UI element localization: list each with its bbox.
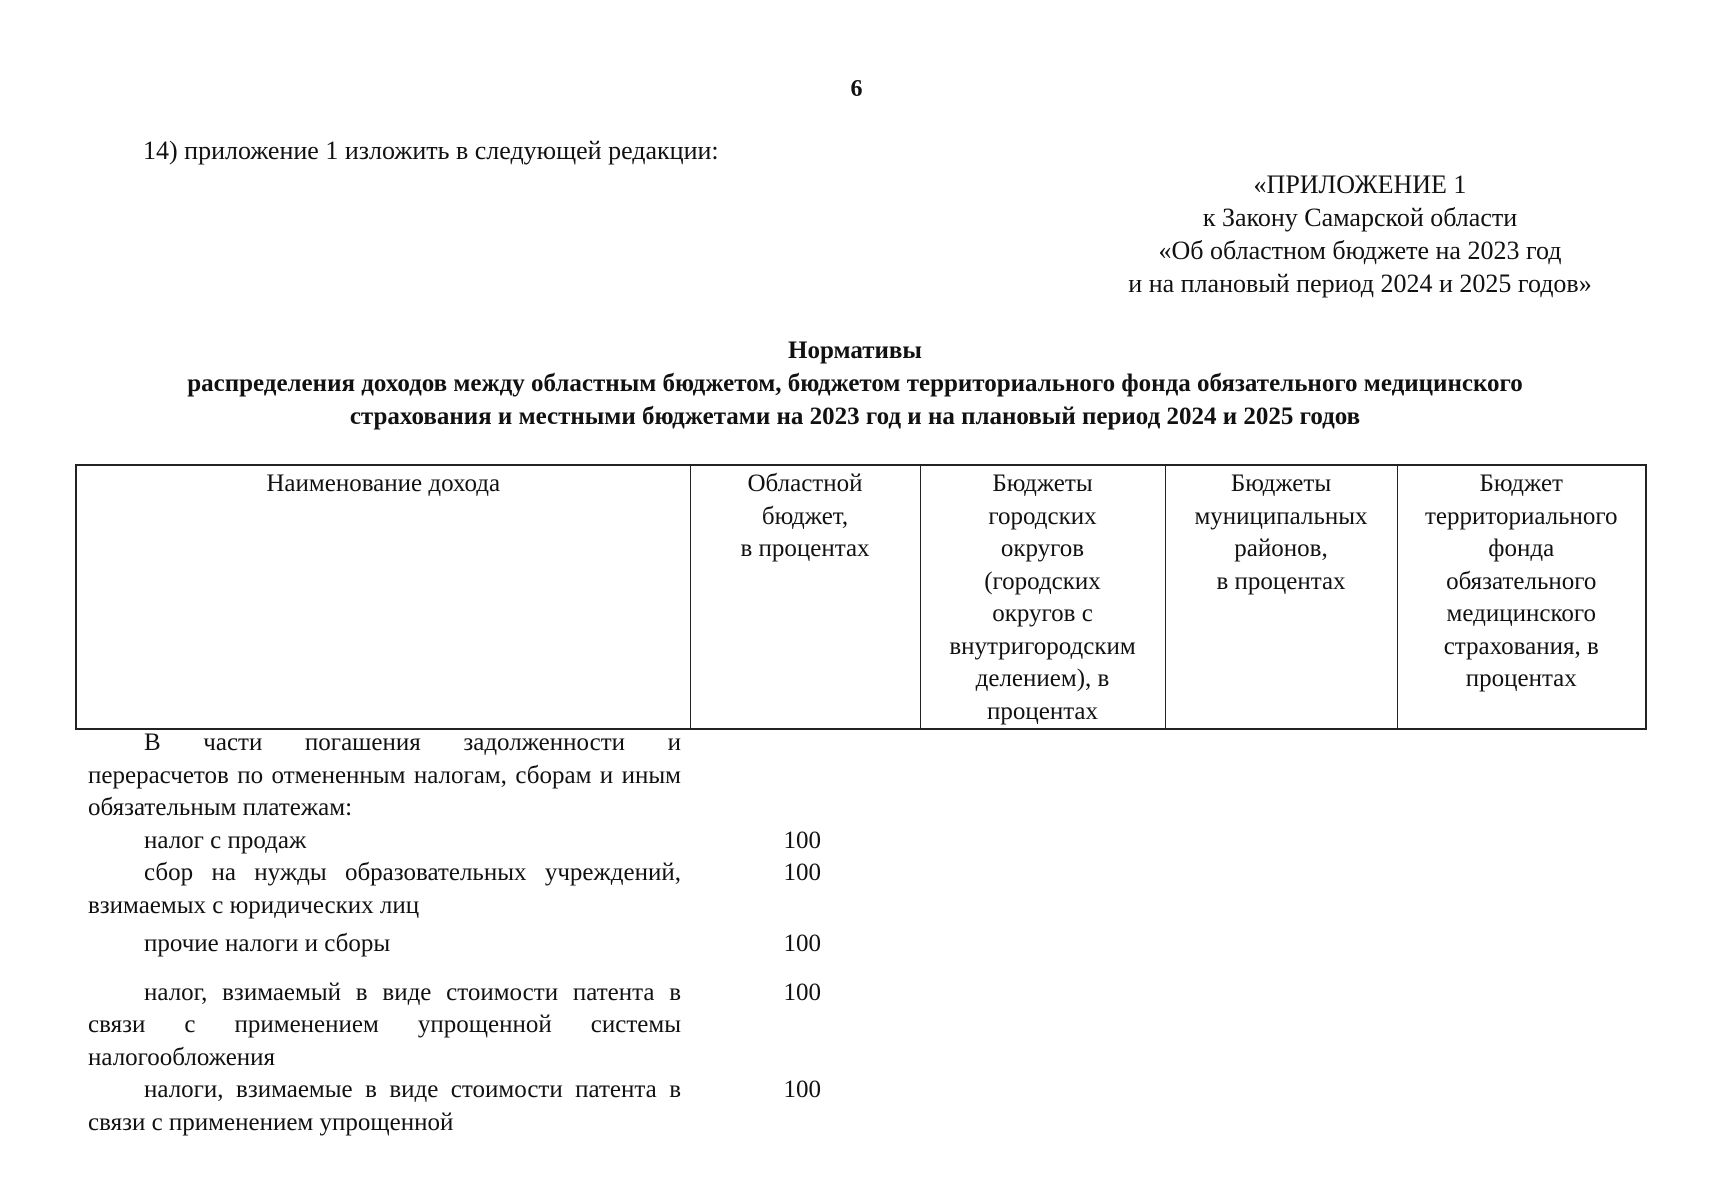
column-header-regional-budget: Областной бюджет, в процентах [690, 465, 920, 729]
row-income-name: В части погашения задолженности и перерасчетов по отмененным налогам, сборам и иным обязательным платежам: [88, 729, 681, 821]
appendix-law-name-line: «Об областном бюджете на 2023 год [1158, 236, 1562, 265]
row-income-name: налог с продаж [144, 826, 307, 854]
heading-subtitle-line1: распределения доходов между областным бюджетом, бюджетом территориального фонда обязательного медицинского [187, 370, 1523, 397]
row-regional-value: 100 [783, 1076, 821, 1103]
appendix-reference [1080, 168, 1640, 300]
appendix-period-line: и на плановый период 2024 и 2025 годов» [1128, 269, 1592, 298]
document-heading [70, 334, 1640, 433]
column-header-health-insurance-fund: Бюджет территориального фонда обязательного медицинского страхования, в процентах [1397, 465, 1646, 729]
heading-title: Нормативы [788, 337, 922, 364]
column-header-municipal-districts: Бюджеты муниципальных районов, в процентах [1165, 465, 1397, 729]
page-number: 6 [850, 76, 863, 102]
row-regional-value: 100 [783, 859, 821, 886]
row-regional-value: 100 [783, 978, 821, 1006]
table-body [88, 727, 848, 1139]
appendix-law-line: к Закону Самарской области [1202, 203, 1518, 232]
table-row [88, 928, 848, 961]
row-income-name: прочие налоги и сборы [144, 930, 391, 957]
row-regional-value: 100 [783, 826, 821, 854]
table-row [88, 825, 848, 858]
column-header-city-districts: Бюджеты городских округов (городских округов с внутригородским делением), в процентах [920, 465, 1165, 729]
row-income-name: сбор на нужды образовательных учреждений, взимаемых с юридических лиц [88, 859, 681, 919]
table-header [75, 464, 1647, 730]
row-regional-value: 100 [783, 930, 821, 957]
intro-text: 14) приложение 1 изложить в следующей редакции: [143, 136, 719, 165]
row-income-name: налоги, взимаемые в виде стоимости патента в связи с применением упрощенной [88, 1076, 681, 1136]
row-income-name: налог, взимаемый в виде стоимости патента в связи с применением упрощенной системы налогообложения [88, 978, 681, 1071]
table-row [88, 727, 848, 825]
column-header-income-name: Наименование дохода [76, 465, 690, 729]
table-row [88, 977, 848, 1075]
table-row [88, 857, 848, 922]
appendix-title: «ПРИЛОЖЕНИЕ 1 [1253, 170, 1467, 199]
heading-subtitle-line2: страхования и местными бюджетами на 2023 год и на плановый период 2024 и 2025 годов [349, 403, 1361, 430]
table-row [88, 1074, 848, 1139]
